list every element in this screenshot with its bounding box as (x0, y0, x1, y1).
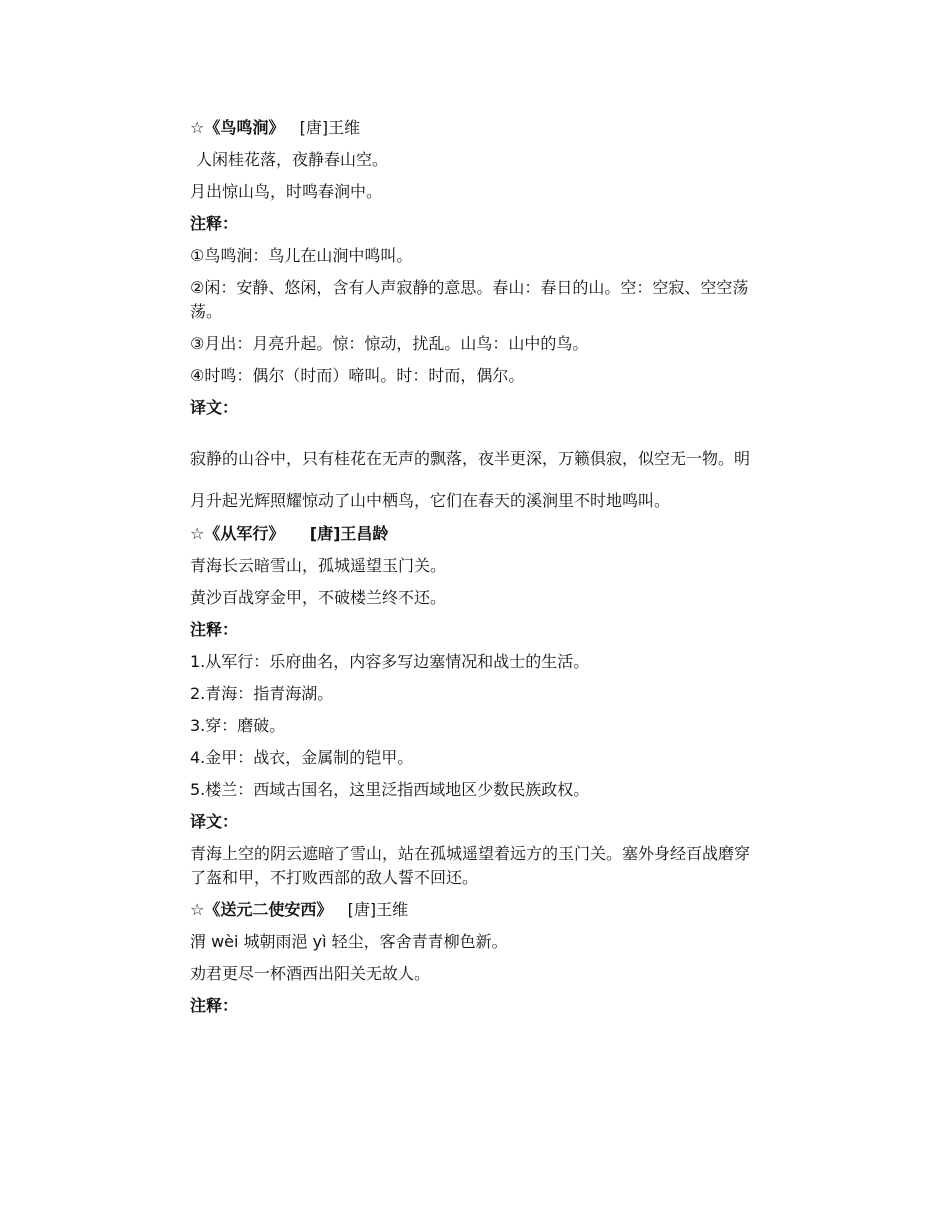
notes-heading: 注释： (190, 620, 239, 639)
poem-line: 黄沙百战穿金甲，不破楼兰终不还。 (190, 588, 447, 607)
translation-text: 寂静的山谷中，只有桂花在无声的飘落，夜半更深，万籁俱寂，似空无一物。明月升起光辉照耀惊动了山中栖鸟，它们在春天的溪涧里不时地鸣叫。 (190, 449, 751, 510)
note-item: ①鸟鸣涧：鸟儿在山涧中鸣叫。 (190, 246, 413, 265)
note-item: 5.楼兰：西域古国名，这里泛指西域地区少数民族政权。 (190, 780, 590, 799)
note-item: ③月出：月亮升起。惊：惊动，扰乱。山鸟：山中的鸟。 (190, 334, 589, 353)
star-icon: ☆ (190, 900, 205, 919)
poem-author: [唐]王维 (347, 900, 409, 919)
poem-line: 劝君更尽一杯酒西出阳关无故人。 (190, 964, 431, 983)
poem-author: [唐]王昌龄 (309, 524, 389, 543)
note-item: 3.穿：磨破。 (190, 716, 286, 735)
poem-heading (190, 522, 760, 546)
poem-title: 《从军行》 (204, 524, 285, 543)
note-item: ④时鸣：偶尔（时而）啼叫。时：时而，偶尔。 (190, 366, 525, 385)
poem-heading (190, 898, 760, 922)
poem-line: 渭 wèi 城朝雨浥 yì 轻尘，客舍青青柳色新。 (190, 932, 508, 951)
poem-line: 人闲桂花落，夜静春山空。 (196, 150, 389, 169)
translation-text: 青海上空的阴云遮暗了雪山，站在孤城遥望着远方的玉门关。塞外身经百战磨穿了盔和甲，不打败西部的敌人誓不回还。 (190, 844, 751, 887)
poem-line: 月出惊山鸟，时鸣春涧中。 (190, 182, 383, 201)
poem-heading (190, 116, 760, 140)
note-item: 4.金甲：战衣，金属制的铠甲。 (190, 748, 414, 767)
notes-heading: 注释： (190, 996, 239, 1015)
note-item: ②闲：安静、悠闲，含有人声寂静的意思。春山：春日的山。空：空寂、空空荡荡。 (190, 278, 749, 321)
note-item: 1.从军行：乐府曲名，内容多写边塞情况和战士的生活。 (190, 652, 590, 671)
notes-heading: 注释： (190, 214, 239, 233)
star-icon: ☆ (190, 118, 205, 137)
poem-line: 青海长云暗雪山，孤城遥望玉门关。 (190, 556, 447, 575)
translation-heading: 译文： (190, 812, 239, 831)
note-item: 2.青海：指青海湖。 (190, 684, 334, 703)
translation-heading: 译文： (190, 398, 239, 417)
document-content (190, 116, 760, 1026)
poem-title: 《鸟鸣涧》 (204, 118, 285, 137)
poem-title: 《送元二使安西》 (204, 900, 333, 919)
poem-author: [唐]王维 (299, 118, 361, 137)
star-icon: ☆ (190, 524, 205, 543)
